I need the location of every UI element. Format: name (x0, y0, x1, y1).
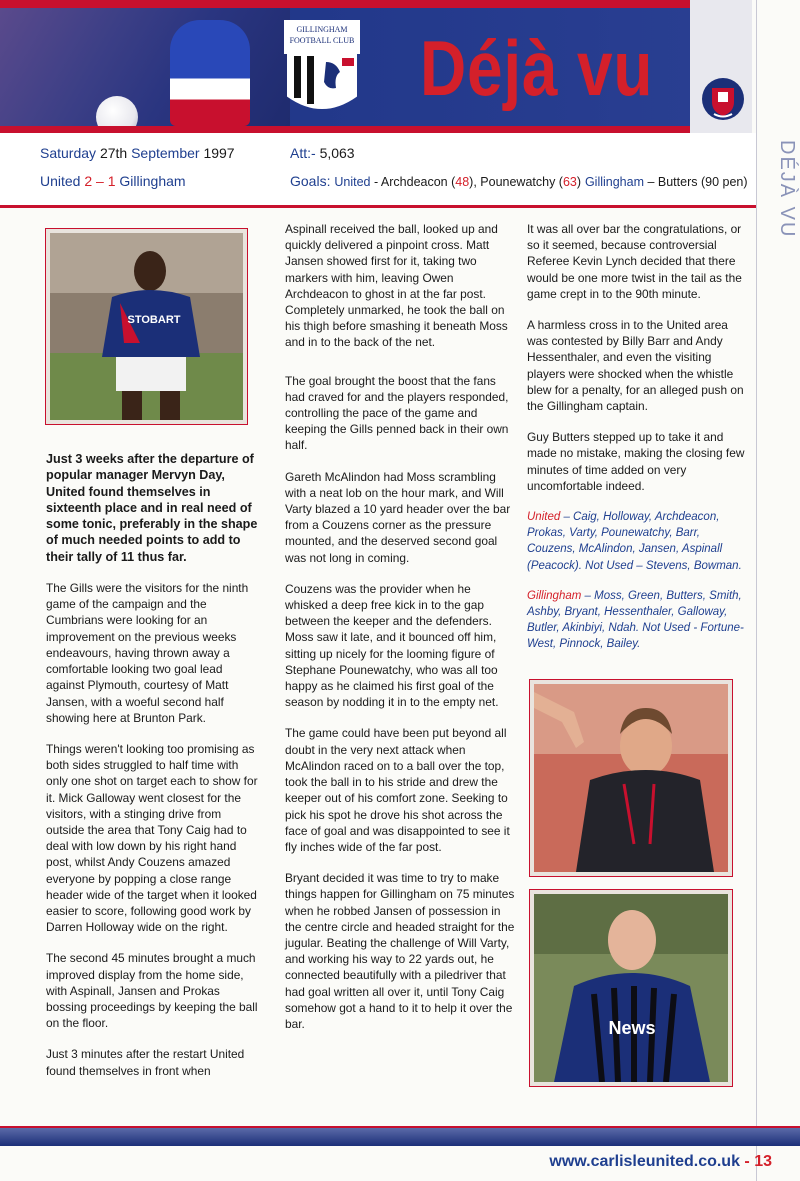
match-score (40, 173, 186, 189)
column-1 (46, 451, 260, 1094)
home-team: United (40, 173, 81, 189)
goal-minute-2: 63 (562, 175, 577, 189)
footer-url[interactable]: www.carlisleunited.co.uk (549, 1153, 740, 1170)
goals-label: Goals: (290, 173, 331, 189)
article-paragraph: Gareth McAlindon had Moss scrambling with a neat lob on the hour mark, and Will Varty blazed a 10 yard header over the bar from a Couzens corner as the pressure mounted, and the deserved second goal was not long in coming. (285, 469, 511, 565)
match-date (40, 145, 235, 161)
article-paragraph: Couzens was the provider when he whisked a deep free kick in to the gap between the keeper and the defenders. Moss saw it late, and it bounced off him, sitting up nicely for the looming figure of Stephane Pounewatchy, who was all too happy as he claimed his first goal of the season by nodding it in to the empty net. (285, 581, 499, 710)
gillingham-player-photo (530, 890, 732, 1086)
away-score: 1 (107, 173, 116, 189)
goals-home-team: United (334, 175, 371, 189)
article-paragraph: The game could have been put beyond all doubt in the very next attack when McAlindon raced on to a ball over the top, took the ball in to his stride and drew the keeper out of his comfort zone. Seeking to pick his spot he drove his shot across the face of goal and was disappointed to see it fly inches wide of the far post. (285, 726, 510, 854)
side-divider (756, 0, 757, 1181)
column-2 (285, 221, 515, 1047)
article-paragraph: Things weren't looking too promising as both sides struggled to half time with only one shot on target each to show for it. Mick Galloway went closest for the visitors, with a stinging drive from outside the area that Tony Caig had to deal with low down by his right hand post, whilst Andy Couzens amazed everyone by popping a close range header wide of the target when it looked easier to score, following good work by Darren Holloway wide on the right. (46, 741, 258, 935)
banner-top-stripe (0, 0, 752, 8)
article-paragraph: The second 45 minutes brought a much improved display from the home side, with Aspinall, Jansen and Prokas bossing proceedings by keeping the ball on the floor. (46, 951, 258, 1031)
date-num: 27th (99, 145, 128, 161)
lineup-players: – Moss, Green, Butters, Smith, Ashby, Bryant, Hessenthaler, Galloway, Butler, Akinbiyi, Ndah. Not Used - Fortune-West, Pinnock, Bailey. (527, 589, 744, 651)
svg-text:GILLINGHAM: GILLINGHAM (296, 25, 348, 34)
header-banner (0, 0, 752, 133)
lineup-team-name: Gillingham (527, 589, 582, 602)
gillingham-lineup (527, 588, 749, 653)
article-paragraph: Aspinall received the ball, looked up and quickly delivered a pinpoint cross. Matt Jansen showed first for it, taking two markers with him, leaving Owen Archdeacon to ghost in at the far post. Completely unmarked, he took the ball on his thigh before smashing it beneath Moss and in to the back of the net. (285, 222, 508, 350)
score-separator: – (96, 173, 104, 189)
date-year: 1997 (203, 145, 235, 161)
lineup-team-name: United (527, 511, 561, 524)
info-divider (0, 205, 756, 207)
lineup-players: – Caig, Holloway, Archdeacon, Prokas, Varty, Pounewatchy, Barr, Couzens, McAlindon, Jansen, Aspinall (Peacock). Not Used – Stevens, Bowman. (527, 511, 742, 572)
united-lineup (527, 509, 749, 574)
attendance-value: 5,063 (319, 145, 355, 161)
home-score: 2 (84, 173, 93, 189)
footer-separator: - (739, 1153, 755, 1170)
article-paragraph: The goal brought the boost that the fans had craved for and the players responded, controlling the pace of the game and keeping the Gills penned back in their own half. (285, 373, 509, 453)
section-side-label: DÉJÀ VU (776, 140, 798, 239)
away-team: Gillingham (119, 173, 186, 189)
shirt-sponsor-text: STOBART (127, 314, 181, 326)
footer-bar (0, 1126, 800, 1146)
column-3 (527, 221, 749, 667)
carlisle-crest-icon (700, 76, 746, 122)
goals-home-mid: ), Pounewatchy ( (469, 175, 563, 189)
article-paragraph: Just 3 minutes after the restart United found themselves in front when (46, 1047, 245, 1078)
goals-away-team: Gillingham (584, 175, 644, 189)
article-paragraph: Guy Butters stepped up to take it and made no mistake, making the closing few minutes of time added on very uncomfortable indeed. (527, 430, 745, 493)
match-info (0, 133, 756, 208)
date-day: Saturday (40, 145, 97, 161)
player-photo (46, 229, 247, 424)
goals-home-end: ) (576, 175, 582, 189)
article-paragraph: It was all over bar the congratulations, or so it seemed, because controversial Referee Kevin Lynch decided that there would be one more twist in the tail as the game crept in to the 90th minute. (527, 222, 742, 301)
attendance-label: Att:- (290, 145, 316, 161)
referee-photo (530, 680, 732, 876)
page-title: Déjà vu (420, 24, 654, 112)
goals-home-text: - Archdeacon ( (370, 175, 456, 189)
banner-player-image (170, 20, 250, 126)
article-paragraph: The Gills were the visitors for the ninth game of the campaign and the Cumbrians were looking for an improvement on the previous weeks endeavours, having thrown away a comfortable looking two goal lead against Plymouth, courtesy of Matt Jansen, with a woeful second half showing here at Brunton Park. (46, 581, 249, 725)
article-paragraph: A harmless cross in to the United area was contested by Billy Barr and Andy Hessenthaler, and even the visiting players were shocked when the whistle blew for a penalty, for an alleged push on the Gillingham captain. (527, 318, 744, 414)
shirt-sponsor-text: News (608, 1018, 656, 1038)
svg-text:FOOTBALL CLUB: FOOTBALL CLUB (289, 36, 355, 45)
footer (549, 1153, 772, 1171)
page-number: 13 (754, 1153, 772, 1170)
date-month: September (131, 145, 200, 161)
article-paragraph: Bryant decided it was time to try to make things happen for Gillingham on 75 minutes when he robbed Jansen of possession in the centre circle and headed straight for the jugular. Beating the challenge of Will Varty, and working his way to 22 yards out, he connected beautifully with a piledriver that had goal written all over it, until Tony Caig somehow got a hand to it to help it over the bar. (285, 871, 515, 1031)
gillingham-crest-icon (282, 18, 362, 122)
intro-paragraph: Just 3 weeks after the departure of popular manager Mervyn Day, United found themselves in sixteenth place and in real need of some tonic, preferably in the shape of much needed points to add to their tally of 11 thus far. (46, 452, 258, 564)
banner-bottom-stripe (0, 126, 752, 133)
attendance (290, 145, 355, 161)
goal-minute-1: 48 (455, 175, 470, 189)
goals-line (290, 173, 748, 189)
goals-away-text: – Butters (90 pen) (644, 175, 748, 189)
